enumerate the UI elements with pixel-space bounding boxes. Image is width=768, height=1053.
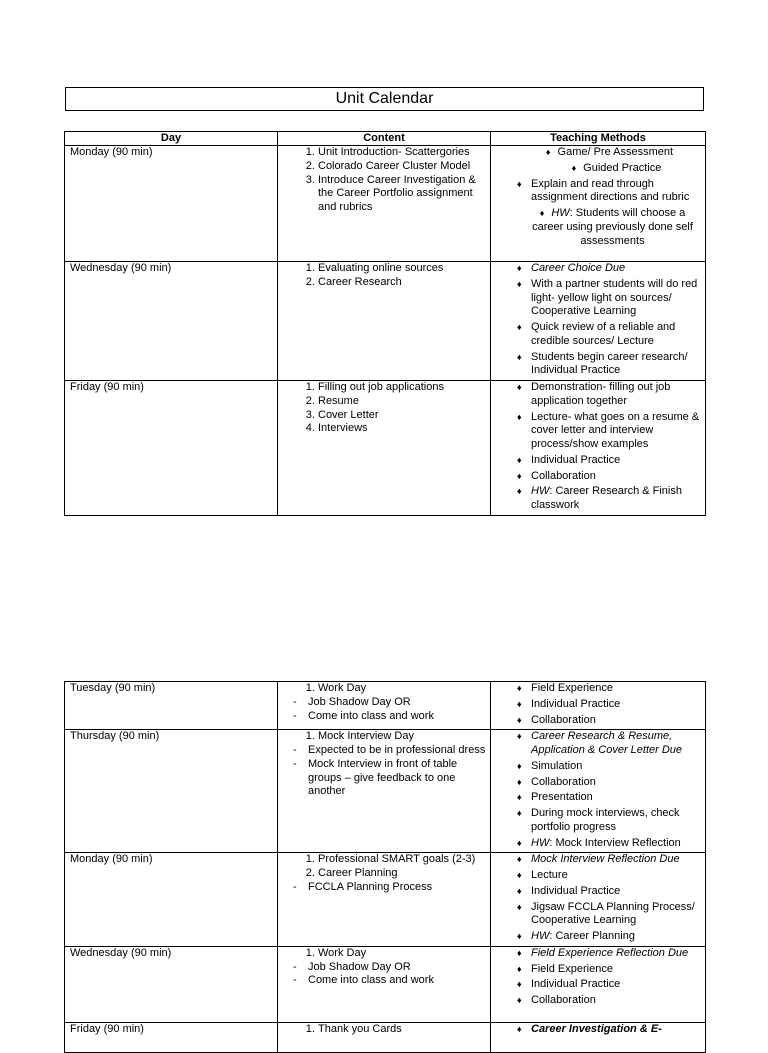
method-item <box>496 207 701 248</box>
unit-calendar-table-2 <box>64 681 706 1053</box>
content-subitem: - Mock Interview in front of table groups – give feedback to one another <box>293 758 486 799</box>
method-item: ♦ Mock Interview Reflection Due <box>496 853 701 867</box>
method-item: ♦ Individual Practice <box>496 454 701 468</box>
hw-text: : Students will choose a career using previously done self assessments <box>532 207 693 247</box>
table-row <box>65 1022 706 1052</box>
table-row <box>65 262 706 381</box>
method-item: ♦ Career Research & Resume, Application & Cover Letter Due <box>496 730 701 758</box>
content-cell <box>278 682 491 730</box>
table-row <box>65 381 706 516</box>
hw-text: : Mock Interview Reflection <box>549 836 681 849</box>
method-item <box>496 485 701 513</box>
method-item: ♦ Collaboration <box>496 994 701 1008</box>
content-subitem: - FCCLA Planning Process <box>293 881 486 895</box>
content-cell <box>278 381 491 516</box>
method-item <box>496 837 701 851</box>
method-item: ♦ Collaboration <box>496 470 701 484</box>
hw-label: HW <box>551 207 570 219</box>
method-item: ♦ During mock interviews, check portfolio progress <box>496 807 701 835</box>
day-cell: Wednesday (90 min) <box>65 262 278 381</box>
content-cell <box>278 853 491 947</box>
method-item: ♦ Presentation <box>496 791 701 805</box>
method-item: ♦ Career Choice Due <box>496 262 701 276</box>
method-item: ♦ Career Investigation & E- <box>496 1023 701 1037</box>
content-subitem: - Job Shadow Day OR <box>293 961 486 975</box>
content-item: 1. Thank you Cards <box>318 1023 486 1037</box>
method-item: ♦ Demonstration- filling out job application together <box>496 381 701 409</box>
day-cell: Monday (90 min) <box>65 853 278 947</box>
content-cell <box>278 146 491 262</box>
content-subitem: - Come into class and work <box>293 974 486 988</box>
method-item: ♦ Field Experience <box>496 963 701 977</box>
content-item: 2. Colorado Career Cluster Model <box>318 160 486 174</box>
content-cell <box>278 730 491 853</box>
content-cell <box>278 1022 491 1052</box>
day-cell: Tuesday (90 min) <box>65 682 278 730</box>
content-subitem: - Come into class and work <box>293 710 486 724</box>
method-item: ♦ Game/ Pre Assessment <box>496 146 701 160</box>
content-item: 1. Filling out job applications <box>318 381 486 395</box>
method-item: ♦ Jigsaw FCCLA Planning Process/ Cooperative Learning <box>496 901 701 929</box>
method-item: ♦ Collaboration <box>496 776 701 790</box>
content-cell <box>278 262 491 381</box>
methods-cell <box>491 946 706 1022</box>
method-item: ♦ Simulation <box>496 760 701 774</box>
table-row <box>65 730 706 853</box>
content-subitem: - Expected to be in professional dress <box>293 744 486 758</box>
content-subitem: - Job Shadow Day OR <box>293 696 486 710</box>
method-item: ♦ With a partner students will do red light- yellow light on sources/ Cooperative Learning <box>496 278 701 319</box>
header-methods: Teaching Methods <box>491 132 706 146</box>
table-row <box>65 682 706 730</box>
method-item: ♦ Lecture <box>496 869 701 883</box>
content-item: 1. Professional SMART goals (2-3) <box>318 853 486 867</box>
day-cell: Friday (90 min) <box>65 381 278 516</box>
methods-cell <box>491 262 706 381</box>
content-item: 1. Evaluating online sources <box>318 262 486 276</box>
table-row <box>65 946 706 1022</box>
content-item: 2. Career Planning <box>318 867 486 881</box>
method-item: ♦ Lecture- what goes on a resume & cover letter and interview process/show examples <box>496 411 701 452</box>
day-cell: Monday (90 min) <box>65 146 278 262</box>
content-cell <box>278 946 491 1022</box>
header-row <box>65 132 706 146</box>
hw-label: HW <box>531 836 550 849</box>
content-item: 1. Work Day <box>318 682 486 696</box>
content-item: 3. Introduce Career Investigation & the Career Portfolio assignment and rubrics <box>318 174 486 215</box>
method-item: ♦ Quick review of a reliable and credible sources/ Lecture <box>496 321 701 349</box>
methods-cell <box>491 682 706 730</box>
hw-label: HW <box>531 930 550 942</box>
hw-text: : Career Planning <box>549 930 635 942</box>
content-item: 3. Cover Letter <box>318 409 486 423</box>
method-item: ♦ Students begin career research/ Individual Practice <box>496 351 701 379</box>
page-title: Unit Calendar <box>65 87 704 111</box>
hw-label: HW <box>531 485 550 498</box>
day-cell: Wednesday (90 min) <box>65 946 278 1022</box>
header-content: Content <box>278 132 491 146</box>
method-item: ♦ Collaboration <box>496 714 701 728</box>
hw-text: : Career Research & Finish classwork <box>531 485 682 511</box>
method-item: ♦ Field Experience <box>496 682 701 696</box>
methods-cell <box>491 146 706 262</box>
header-day: Day <box>65 132 278 146</box>
content-item: 1. Mock Interview Day <box>318 730 486 744</box>
unit-calendar-table-1 <box>64 131 706 516</box>
day-cell: Friday (90 min) <box>65 1022 278 1052</box>
methods-cell <box>491 730 706 853</box>
method-item: ♦ Guided Practice <box>496 162 701 176</box>
method-item: ♦ Field Experience Reflection Due <box>496 947 701 961</box>
method-item: ♦ Individual Practice <box>496 885 701 899</box>
method-item: ♦ Individual Practice <box>496 978 701 992</box>
method-item: ♦ Individual Practice <box>496 698 701 712</box>
content-item: 1. Unit Introduction- Scattergories <box>318 146 486 160</box>
table-row <box>65 853 706 947</box>
content-item: 4. Interviews <box>318 422 486 436</box>
method-item <box>496 930 701 944</box>
table-row <box>65 146 706 262</box>
methods-cell <box>491 381 706 516</box>
method-item: ♦ Explain and read through assignment directions and rubric <box>496 178 701 206</box>
content-item: 1. Work Day <box>318 947 486 961</box>
methods-cell <box>491 853 706 947</box>
content-item: 2. Career Research <box>318 276 486 290</box>
content-item: 2. Resume <box>318 395 486 409</box>
methods-cell <box>491 1022 706 1052</box>
day-cell: Thursday (90 min) <box>65 730 278 853</box>
